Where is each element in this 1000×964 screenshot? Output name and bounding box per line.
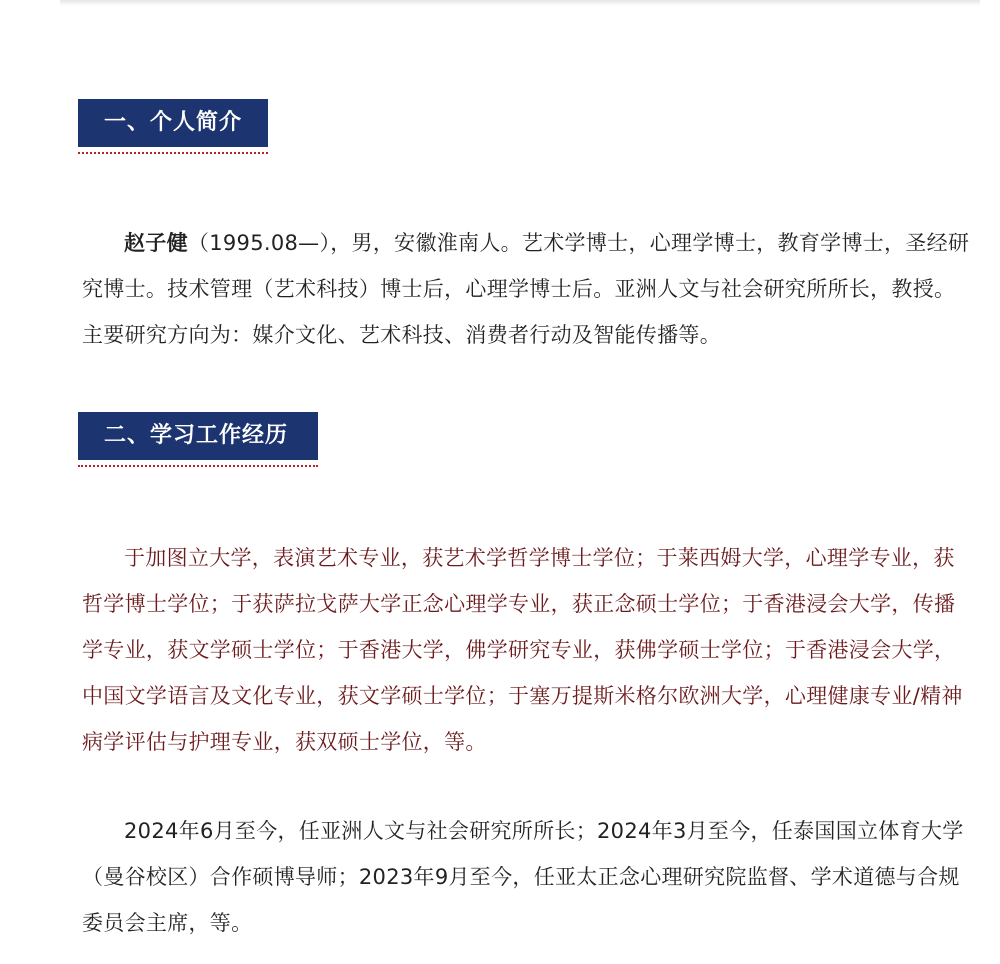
dotted-divider (78, 465, 318, 467)
education-paragraph: 于加图立大学，表演艺术专业，获艺术学哲学博士学位；于莱西姆大学，心理学专业，获哲学博士学位；于获萨拉戈萨大学正念心理学专业，获正念硕士学位；于香港浸会大学，传播学专业，获文学硕士学位；于香港大学，佛学研究专业，获佛学硕士学位；于香港浸会大学，中国文学语言及文化专业，获文学硕士学位；于塞万提斯米格尔欧洲大学，心理健康专业/精神病学评估与护理专业，获双硕士学位，等。 (82, 546, 963, 754)
dotted-divider (78, 152, 268, 154)
profile-paragraph (82, 220, 972, 358)
positions-paragraph: 2024年6月至今，任亚洲人文与社会研究所所长；2024年3月至今，任泰国国立体育大学（曼谷校区）合作硕博导师；2023年9月至今，任亚太正念心理研究院监督、学术道德与合规委员会主席，等。 (82, 819, 964, 935)
section-title: 二、学习工作经历 (78, 412, 318, 460)
section-header-experience (78, 412, 318, 468)
person-name: 赵子健 (124, 231, 188, 255)
section-header-profile (78, 99, 268, 155)
profile-text: （1995.08—），男，安徽淮南人。艺术学博士，心理学博士，教育学博士，圣经研究博士。技术管理（艺术科技）博士后，心理学博士后。亚洲人文与社会研究所所长，教授。主要研究方向为：媒介文化、艺术科技、消费者行动及智能传播等。 (82, 231, 970, 347)
top-edge-shadow (60, 0, 980, 6)
section-title: 一、个人简介 (78, 99, 268, 147)
